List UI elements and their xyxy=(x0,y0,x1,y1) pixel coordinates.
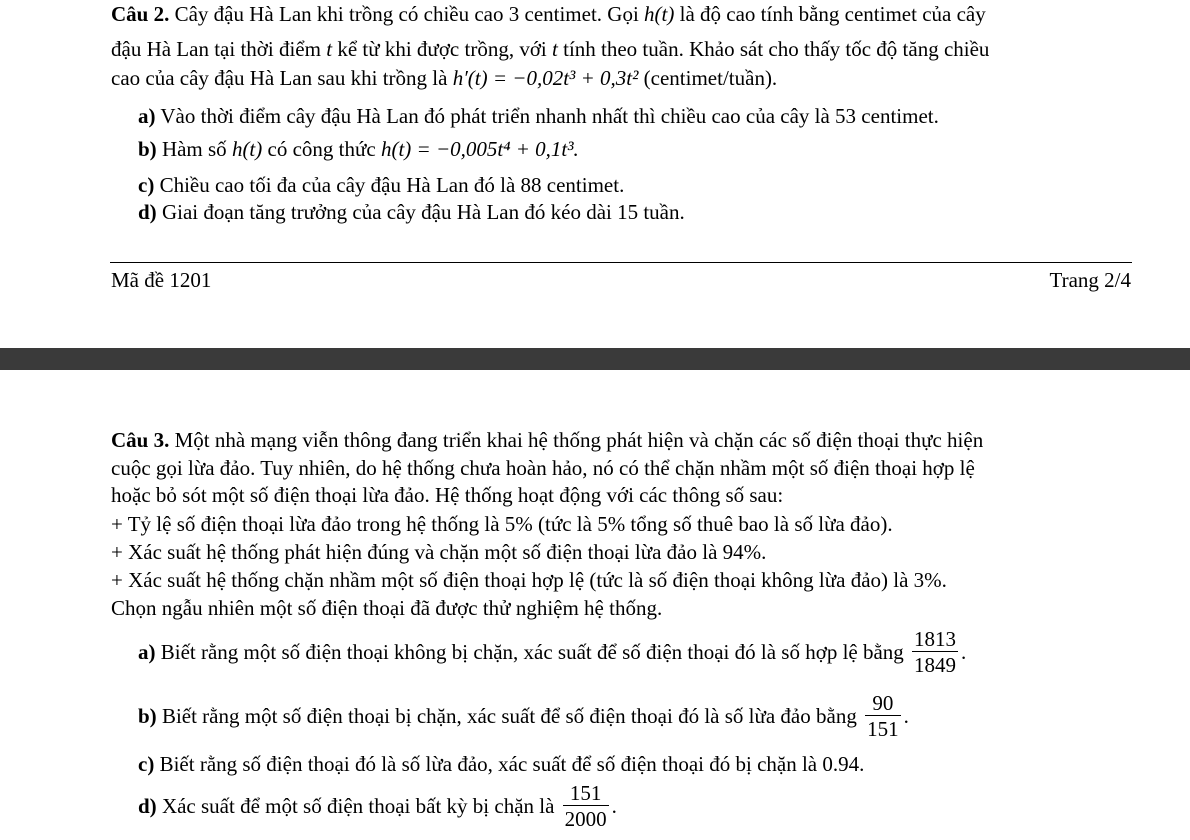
q2-option-c: c) Chiều cao tối đa của cây đậu Hà Lan đó là 88 centimet. xyxy=(138,173,625,197)
q3-option-c: c) Biết rằng số điện thoại đó là số lừa đảo, xác suất để số điện thoại đó bị chặn là 0.94. xyxy=(138,752,865,776)
q2-line-3: cao của cây đậu Hà Lan sau khi trồng là h′(t) = −0,02t³ + 0,3t² (centimet/tuần). xyxy=(111,66,778,90)
q3-bullet-1: + Tỷ lệ số điện thoại lừa đảo trong hệ thống là 5% (tức là 5% tổng số thuê bao là số lừa đảo). xyxy=(111,512,893,536)
q3-bullet-2: + Xác suất hệ thống phát hiện đúng và chặn một số điện thoại lừa đảo là 94%. xyxy=(111,540,767,564)
q2-line-1: Câu 2. Cây đậu Hà Lan khi trồng có chiều cao 3 centimet. Gọi h(t) là độ cao tính bằng centimet của cây xyxy=(111,2,986,26)
h-formula: h(t) = −0,005t⁴ + 0,1t³. xyxy=(380,137,579,161)
q3-bullet-3: + Xác suất hệ thống chặn nhầm một số điện thoại hợp lệ (tức là số điện thoại không lừa đảo) là 3%. xyxy=(111,568,947,592)
q2-line-2: đậu Hà Lan tại thời điểm t kể từ khi được trồng, với t tính theo tuần. Khảo sát cho thấy tốc độ tăng chiều xyxy=(111,37,990,61)
q3-option-b: b) Biết rằng một số điện thoại bị chặn, xác suất để số điện thoại đó là số lừa đảo bằng $\frac{90}{151}$ . xyxy=(138,690,909,741)
page-separator xyxy=(0,348,1190,370)
page-top xyxy=(0,0,1190,348)
q3-line-1: Câu 3. Một nhà mạng viễn thông đang triển khai hệ thống phát hiện và chặn các số điện thoại thực hiện xyxy=(111,428,984,452)
h-function: h(t) xyxy=(644,2,675,26)
q3-option-d: d) Xác suất để một số điện thoại bất kỳ bị chặn là $\frac{151}{2000}$ . xyxy=(138,780,617,831)
page-bottom xyxy=(0,370,1190,840)
q2-label: Câu 2. xyxy=(111,2,170,26)
fraction-90-151: $\frac{90}{151}$ xyxy=(867,690,899,741)
q3-label: Câu 3. xyxy=(111,428,170,452)
q3-option-a: a) Biết rằng một số điện thoại không bị chặn, xác suất để số điện thoại đó là số hợp lệ bằng $\frac{1813}{1849}$ . xyxy=(138,626,967,677)
fraction-1813-1849: $\frac{1813}{1849}$ xyxy=(914,626,957,677)
q2-option-a: a) Vào thời điểm cây đậu Hà Lan đó phát triển nhanh nhất thì chiều cao của cây là 53 centimet. xyxy=(138,104,939,128)
footer-exam-code: Mã đề 1201 xyxy=(111,268,212,292)
q3-line-2: cuộc gọi lừa đảo. Tuy nhiên, do hệ thống chưa hoàn hảo, nó có thể chặn nhầm một số điện thoại hợp lệ xyxy=(111,456,975,480)
q2-option-b: b) Hàm số h(t) có công thức h(t) = −0,005t⁴ + 0,1t³. xyxy=(138,137,579,161)
q3-line-4: Chọn ngẫu nhiên một số điện thoại đã được thử nghiệm hệ thống. xyxy=(111,596,663,620)
footer-page-number: Trang 2/4 xyxy=(1049,268,1131,292)
footer-divider xyxy=(110,262,1132,263)
q3-line-3: hoặc bỏ sót một số điện thoại lừa đảo. Hệ thống hoạt động với các thông số sau: xyxy=(111,483,784,507)
q2-option-d: d) Giai đoạn tăng trưởng của cây đậu Hà Lan đó kéo dài 15 tuần. xyxy=(138,200,685,224)
derivative-formula: h′(t) = −0,02t³ + 0,3t² xyxy=(452,66,639,90)
fraction-151-2000: $\frac{151}{2000}$ xyxy=(564,780,607,831)
